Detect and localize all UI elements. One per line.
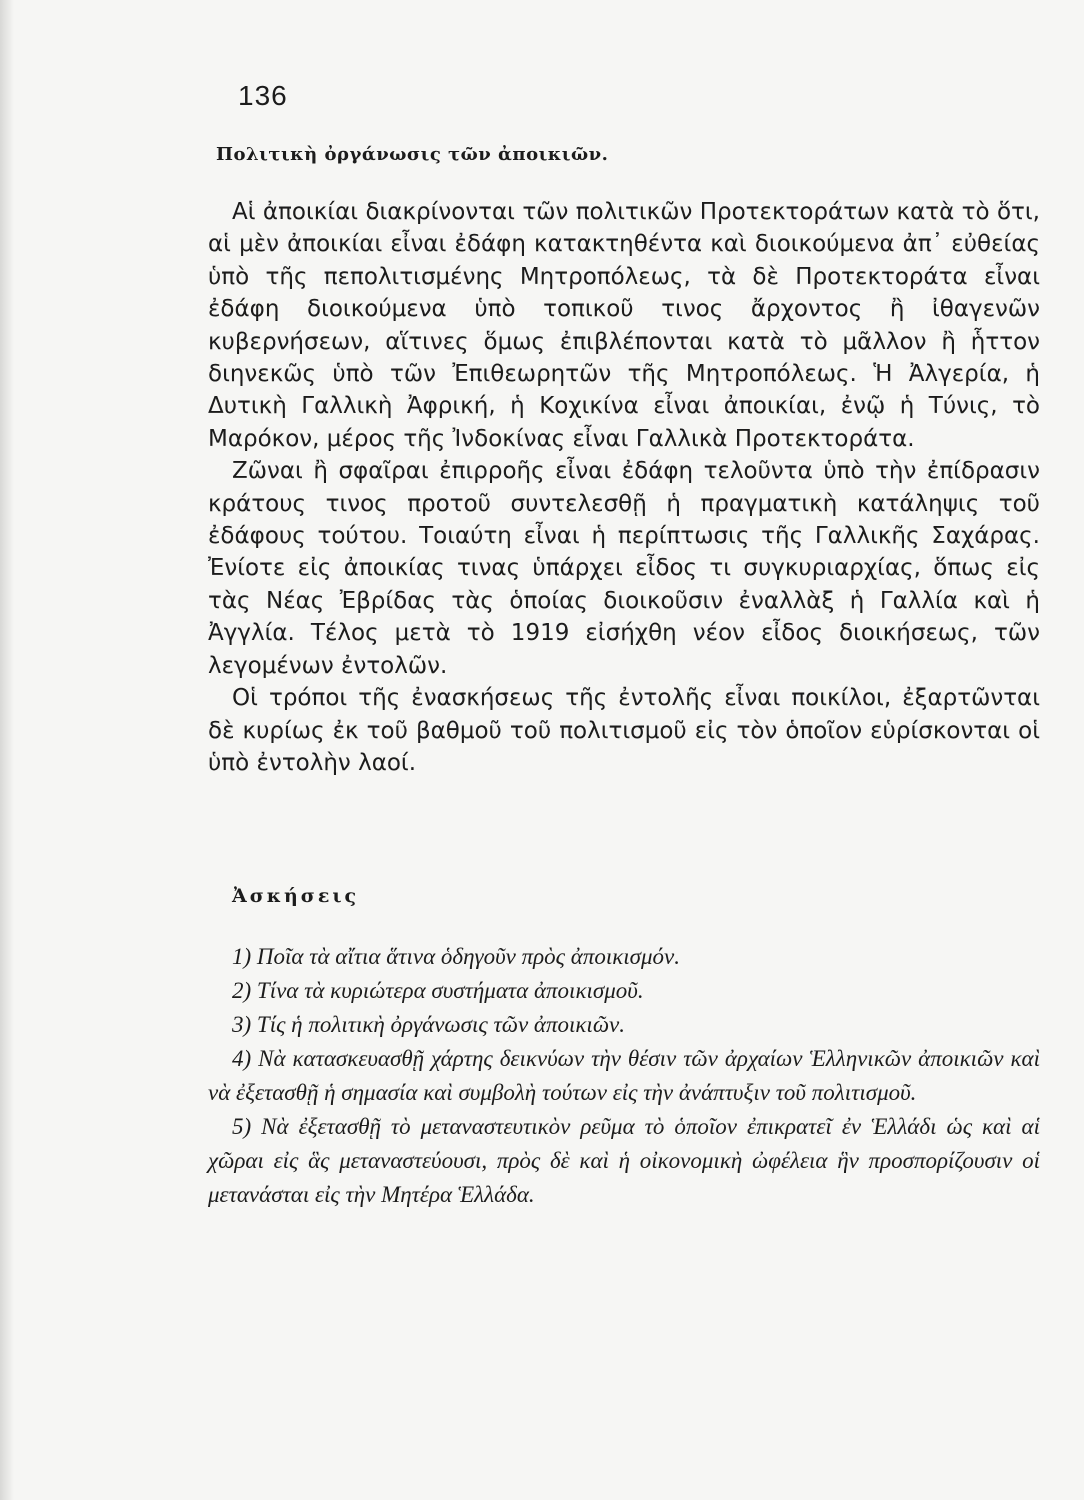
paragraph-spheres-of-influence: Ζῶναι ἢ σφαῖραι ἐπιρροῆς εἶναι ἐδάφη τελοῦντα ὑπὸ τὴν ἐπίδρασιν κράτους τινος προτοῦ συντελεσθῇ ἡ πραγματικὴ κατάληψις τοῦ ἐδάφους τούτου. Τοιαύτη εἶναι ἡ περίπτωσις τῆς Γαλλικῆς Σαχάρας. Ἐνίοτε εἰς ἀποικίας τινας ὑπάρχει εἶδος τι συγκυριαρχίας, ὅπως εἰς τὰς Νέας Ἐβρίδας τὰς ὁποίας διοικοῦσιν ἐναλλὰξ ἡ Γαλλία καὶ ἡ Ἀγγλία. Τέλος μετὰ τὸ 1919 εἰσήχθη νέον εἶδος διοικήσεως, τῶν λεγομένων ἐντολῶν. bbox=[208, 458, 1040, 679]
body-text bbox=[208, 196, 1040, 779]
exercise-item-1: 1) Ποῖα τὰ αἴτια ἅτινα ὁδηγοῦν πρὸς ἀποικισμόν. bbox=[232, 944, 681, 969]
exercises-list bbox=[208, 940, 1040, 1212]
page-number: 136 bbox=[238, 80, 288, 111]
exercise-item-2: 2) Τίνα τὰ κυριώτερα συστήματα ἀποικισμοῦ. bbox=[232, 978, 644, 1003]
exercise-item-5: 5) Νὰ ἐξετασθῇ τὸ μεταναστευτικὸν ρεῦμα τὸ ὁποῖον ἐπικρατεῖ ἐν Ἑλλάδι ὡς καὶ αἱ χῶραι εἰς ἃς μεταναστεύουσι, πρὸς δὲ καὶ ἡ οἰκονομικὴ ὠφέλεια ἣν προσπορίζουσιν οἱ μετανάσται εἰς τὴν Μητέρα Ἑλλάδα. bbox=[208, 1114, 1040, 1207]
exercise-item-3: 3) Τίς ἡ πολιτικὴ ὀργάνωσις τῶν ἀποικιῶν. bbox=[232, 1012, 626, 1037]
paragraph-colonies-vs-protectorates: Αἱ ἀποικίαι διακρίνονται τῶν πολιτικῶν Προτεκτοράτων κατὰ τὸ ὅτι, αἱ μὲν ἀποικίαι εἶναι ἐδάφη κατακτηθέντα καὶ διοικούμενα ἀπ᾽ εὐθείας ὑπὸ τῆς πεπολιτισμένης Μητροπόλεως, τὰ δὲ Προτεκτοράτα εἶναι ἐδάφη διοικούμενα ὑπὸ τοπικοῦ τινος ἄρχοντος ἢ ἰθαγενῶν κυβερνήσεων, αἵτινες ὅμως ἐπιβλέπονται κατὰ τὸ μᾶλλον ἢ ἧττον διηνεκῶς ὑπὸ τῶν Ἐπιθεωρητῶν τῆς Μητροπόλεως. Ἡ Ἀλγερία, ἡ Δυτικὴ Γαλλικὴ Ἀφρική, ἡ Κοχικίνα εἶναι ἀποικίαι, ἐνῷ ἡ Τύνις, τὸ Μαρόκον, μέρος τῆς Ἰνδοκίνας εἶναι Γαλλικὰ Προτεκτοράτα. bbox=[208, 199, 1040, 452]
exercise-item-4: 4) Νὰ κατασκευασθῇ χάρτης δεικνύων τὴν θέσιν τῶν ἀρχαίων Ἑλληνικῶν ἀποικιῶν καὶ νὰ ἐξετασθῇ ἡ σημασία καὶ συμβολὴ τούτων εἰς τὴν ἀνάπτυξιν τοῦ πολιτισμοῦ. bbox=[208, 1046, 1040, 1105]
section-title: Πολιτικὴ ὀργάνωσις τῶν ἀποικιῶν. bbox=[216, 144, 609, 165]
exercises-heading: Ἀσκήσεις bbox=[232, 885, 360, 907]
page-edge-shadow bbox=[0, 0, 14, 1500]
paragraph-mandates: Οἱ τρόποι τῆς ἐνασκήσεως τῆς ἐντολῆς εἶναι ποικίλοι, ἐξαρτῶνται δὲ κυρίως ἐκ τοῦ βαθμοῦ τοῦ πολιτισμοῦ εἰς τὸν ὁποῖον εὑρίσκονται οἱ ὑπὸ ἐντολὴν λαοί. bbox=[208, 685, 1040, 776]
